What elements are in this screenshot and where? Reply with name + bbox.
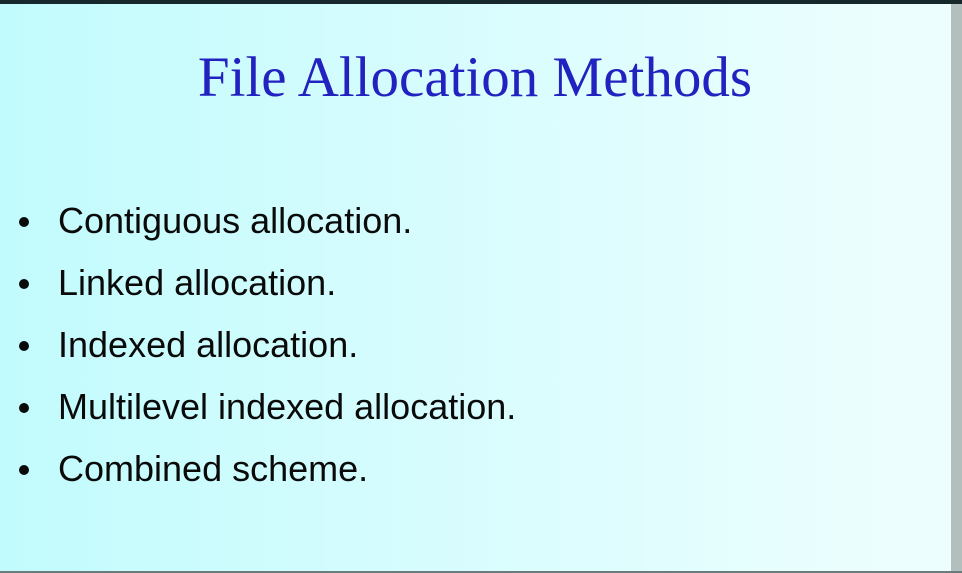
list-item [19,252,516,314]
right-edge-strip [951,4,962,573]
bullet-text: Combined scheme. [58,448,369,489]
slide-title: File Allocation Methods [197,46,753,109]
list-item [19,376,516,438]
bullet-text: Multilevel indexed allocation. [58,386,517,427]
bullet-text: Indexed allocation. [58,324,359,365]
bullet-dot-icon [19,279,29,289]
bullet-dot-icon [19,403,29,413]
bullet-dot-icon [19,341,29,351]
bullet-dot-icon [19,465,29,475]
list-item [19,314,516,376]
top-border-bar [0,0,962,4]
bullet-dot-icon [19,217,29,227]
bullet-text: Linked allocation. [58,262,337,303]
list-item [19,438,516,500]
list-item [19,190,516,252]
bullet-list [19,190,516,500]
bullet-text: Contiguous allocation. [58,200,413,241]
